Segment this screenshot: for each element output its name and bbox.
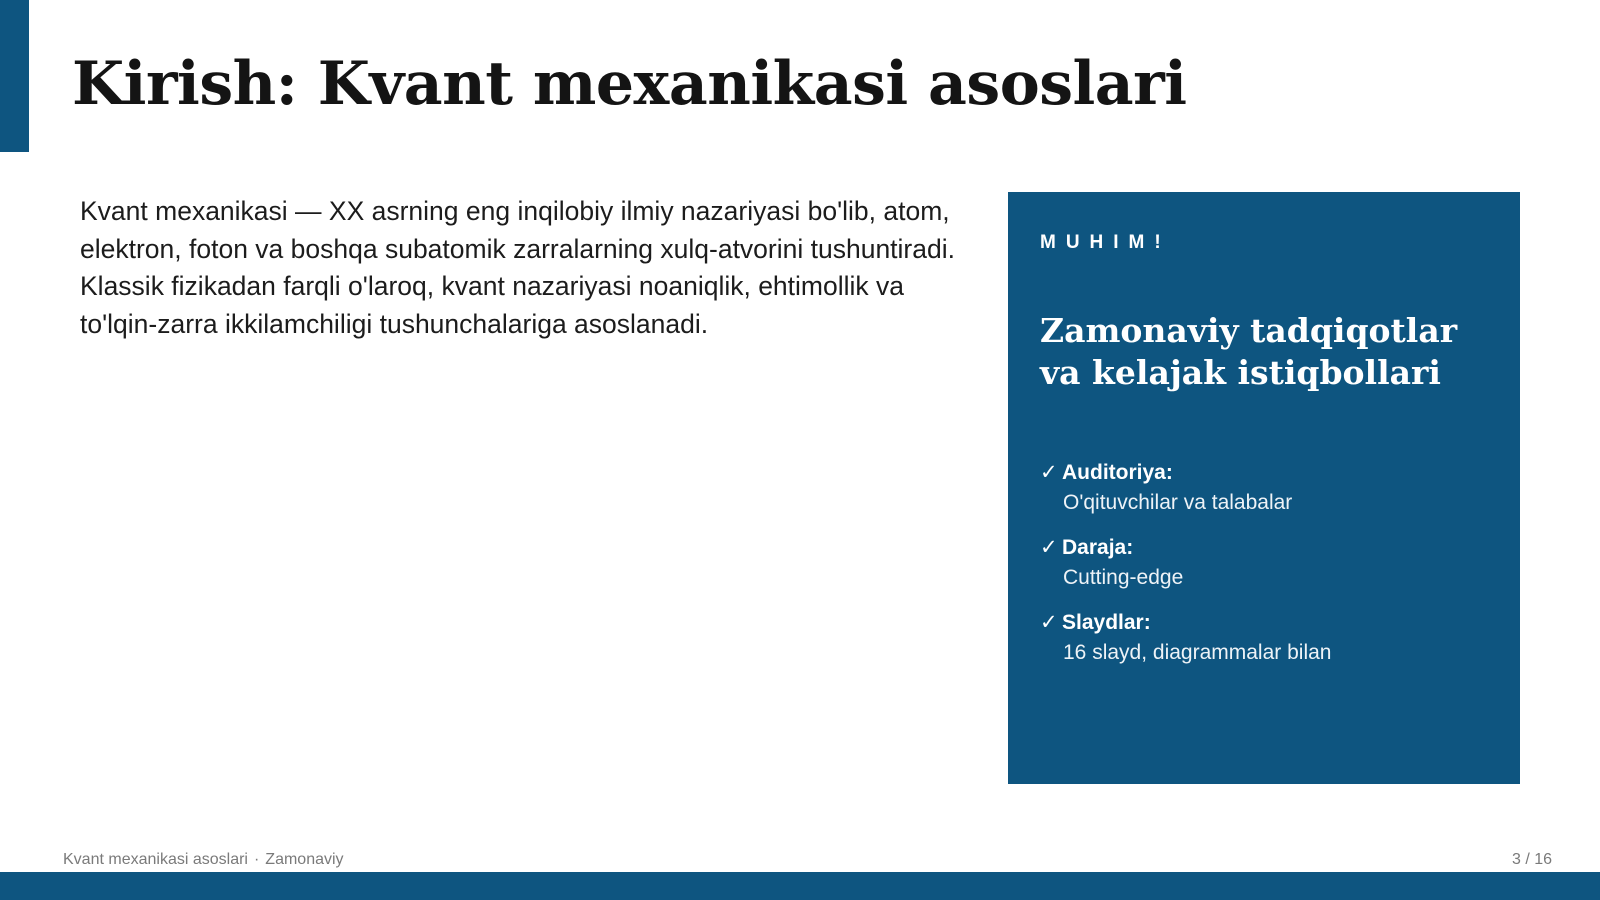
highlight-card [1008,192,1520,784]
footer-separator: · [253,851,260,868]
detail-label-level: Daraja: [1062,536,1134,559]
check-icon: ✓ [1040,461,1058,484]
footer-title: Kvant mexanikasi asoslari [63,851,248,868]
title-accent-bar [0,0,29,152]
page-number: 3 / 16 [1511,851,1552,868]
list-item [1040,533,1500,593]
detail-label-audience: Auditoriya: [1062,461,1173,484]
footer-subtitle: Zamonaviy [265,851,344,868]
slide-title: Kirish: Kvant mexanikasi asoslari [72,49,1187,119]
intro-paragraph: Kvant mexanikasi — XX asrning eng inqilobiy ilmiy nazariyasi bo'lib, atom, elektron, foton va boshqa subatomik zarralarning xulq-atvorini tushuntiradi. Klassik fizikadan farqli o'laroq, kvant nazariyasi noaniqlik, ehtimollik va to'lqin-zarra ikkilamchiligi tushunchalariga asoslanadi. [80,196,955,339]
detail-value-level: Cutting-edge [1063,566,1184,589]
detail-value-slides: 16 slayd, diagrammalar bilan [1063,641,1332,664]
list-item [1040,458,1500,518]
card-heading: Zamonaviy tadqiqotlar va kelajak istiqbollari [1040,311,1458,392]
card-label: MUHIM! [1040,232,1171,253]
footer-accent-bar [0,872,1600,900]
card-details-list [1040,458,1500,683]
check-icon: ✓ [1040,611,1058,634]
detail-value-audience: O'qituvchilar va talabalar [1063,491,1293,514]
footer-caption [63,849,344,871]
list-item [1040,608,1500,668]
check-icon: ✓ [1040,536,1058,559]
detail-label-slides: Slaydlar: [1062,611,1151,634]
